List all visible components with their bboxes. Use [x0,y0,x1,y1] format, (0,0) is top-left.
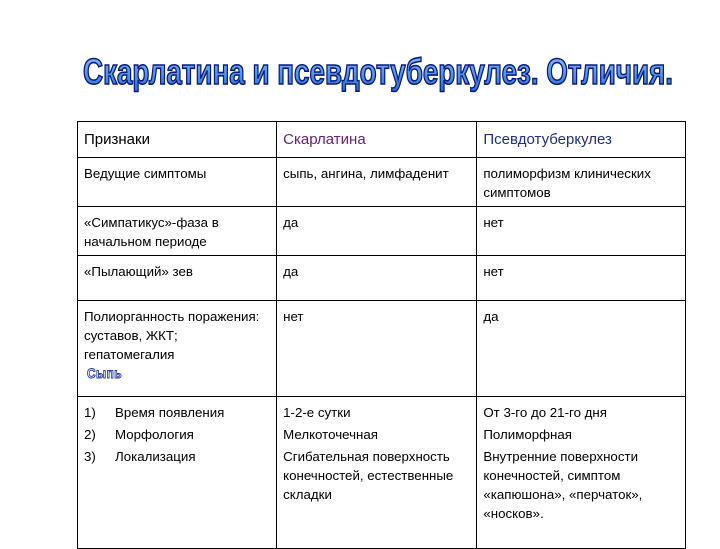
title-wordart [78,44,678,100]
table-row [78,207,686,256]
table-row-rash [78,397,686,549]
table-row [78,301,686,397]
header-pseudotuberculosis: Псевдотуберкулез [477,122,686,158]
rash-pseudo-time: От 3-го до 21-го дня [483,405,607,420]
row-scarlatina-value: да [277,207,477,256]
list-number: 3) [84,449,96,464]
list-number: 1) [84,405,96,420]
table-row [78,158,686,207]
title-text: Скарлатина и псевдотуберкулез. Отличия. [83,51,673,92]
slide-title [78,44,678,100]
list-item: Морфология [115,427,194,442]
row-sign: «Симпатикус»-фаза в начальном периоде [78,207,277,256]
rash-label-wordart: Сыпь [87,365,122,381]
list-item: Локализация [115,449,196,464]
rash-scarlatina-morphology: Мелкоточечная [283,427,378,442]
row-scarlatina-value: нет [277,301,477,397]
row-scarlatina-value: сыпь, ангина, лимфаденит [277,158,477,207]
row-pseudo-value: нет [477,207,686,256]
rash-signs-list [84,403,270,466]
rash-signs-cell [78,397,277,549]
row-sign [78,301,277,397]
rash-scarlatina-localization: Сгибательная поверхность конечностей, естественные складки [283,449,454,502]
row-sign: Ведущие симптомы [78,158,277,207]
row-sign-text: Полиорганность поражения: суставов, ЖКТ; гепатомегалия [84,309,260,362]
comparison-table [77,121,686,549]
row-pseudo-value: да [477,301,686,397]
rash-scarlatina-cell [277,397,477,549]
header-signs: Признаки [78,122,277,158]
table-row [78,256,686,301]
rash-pseudo-localization: Внутренние поверхности конечностей, симптом «капюшона», «перчаток», «носков». [483,449,643,521]
row-sign: «Пылающий» зев [78,256,277,301]
header-scarlatina: Скарлатина [277,122,477,158]
row-scarlatina-value: да [277,256,477,301]
row-pseudo-value: полиморфизм клинических симптомов [477,158,686,207]
table-header-row [78,122,686,158]
list-number: 2) [84,427,96,442]
rash-pseudo-cell [477,397,686,549]
rash-scarlatina-time: 1-2-е сутки [283,405,351,420]
row-pseudo-value: нет [477,256,686,301]
rash-pseudo-morphology: Полиморфная [483,427,573,442]
list-item: Время появления [115,405,225,420]
